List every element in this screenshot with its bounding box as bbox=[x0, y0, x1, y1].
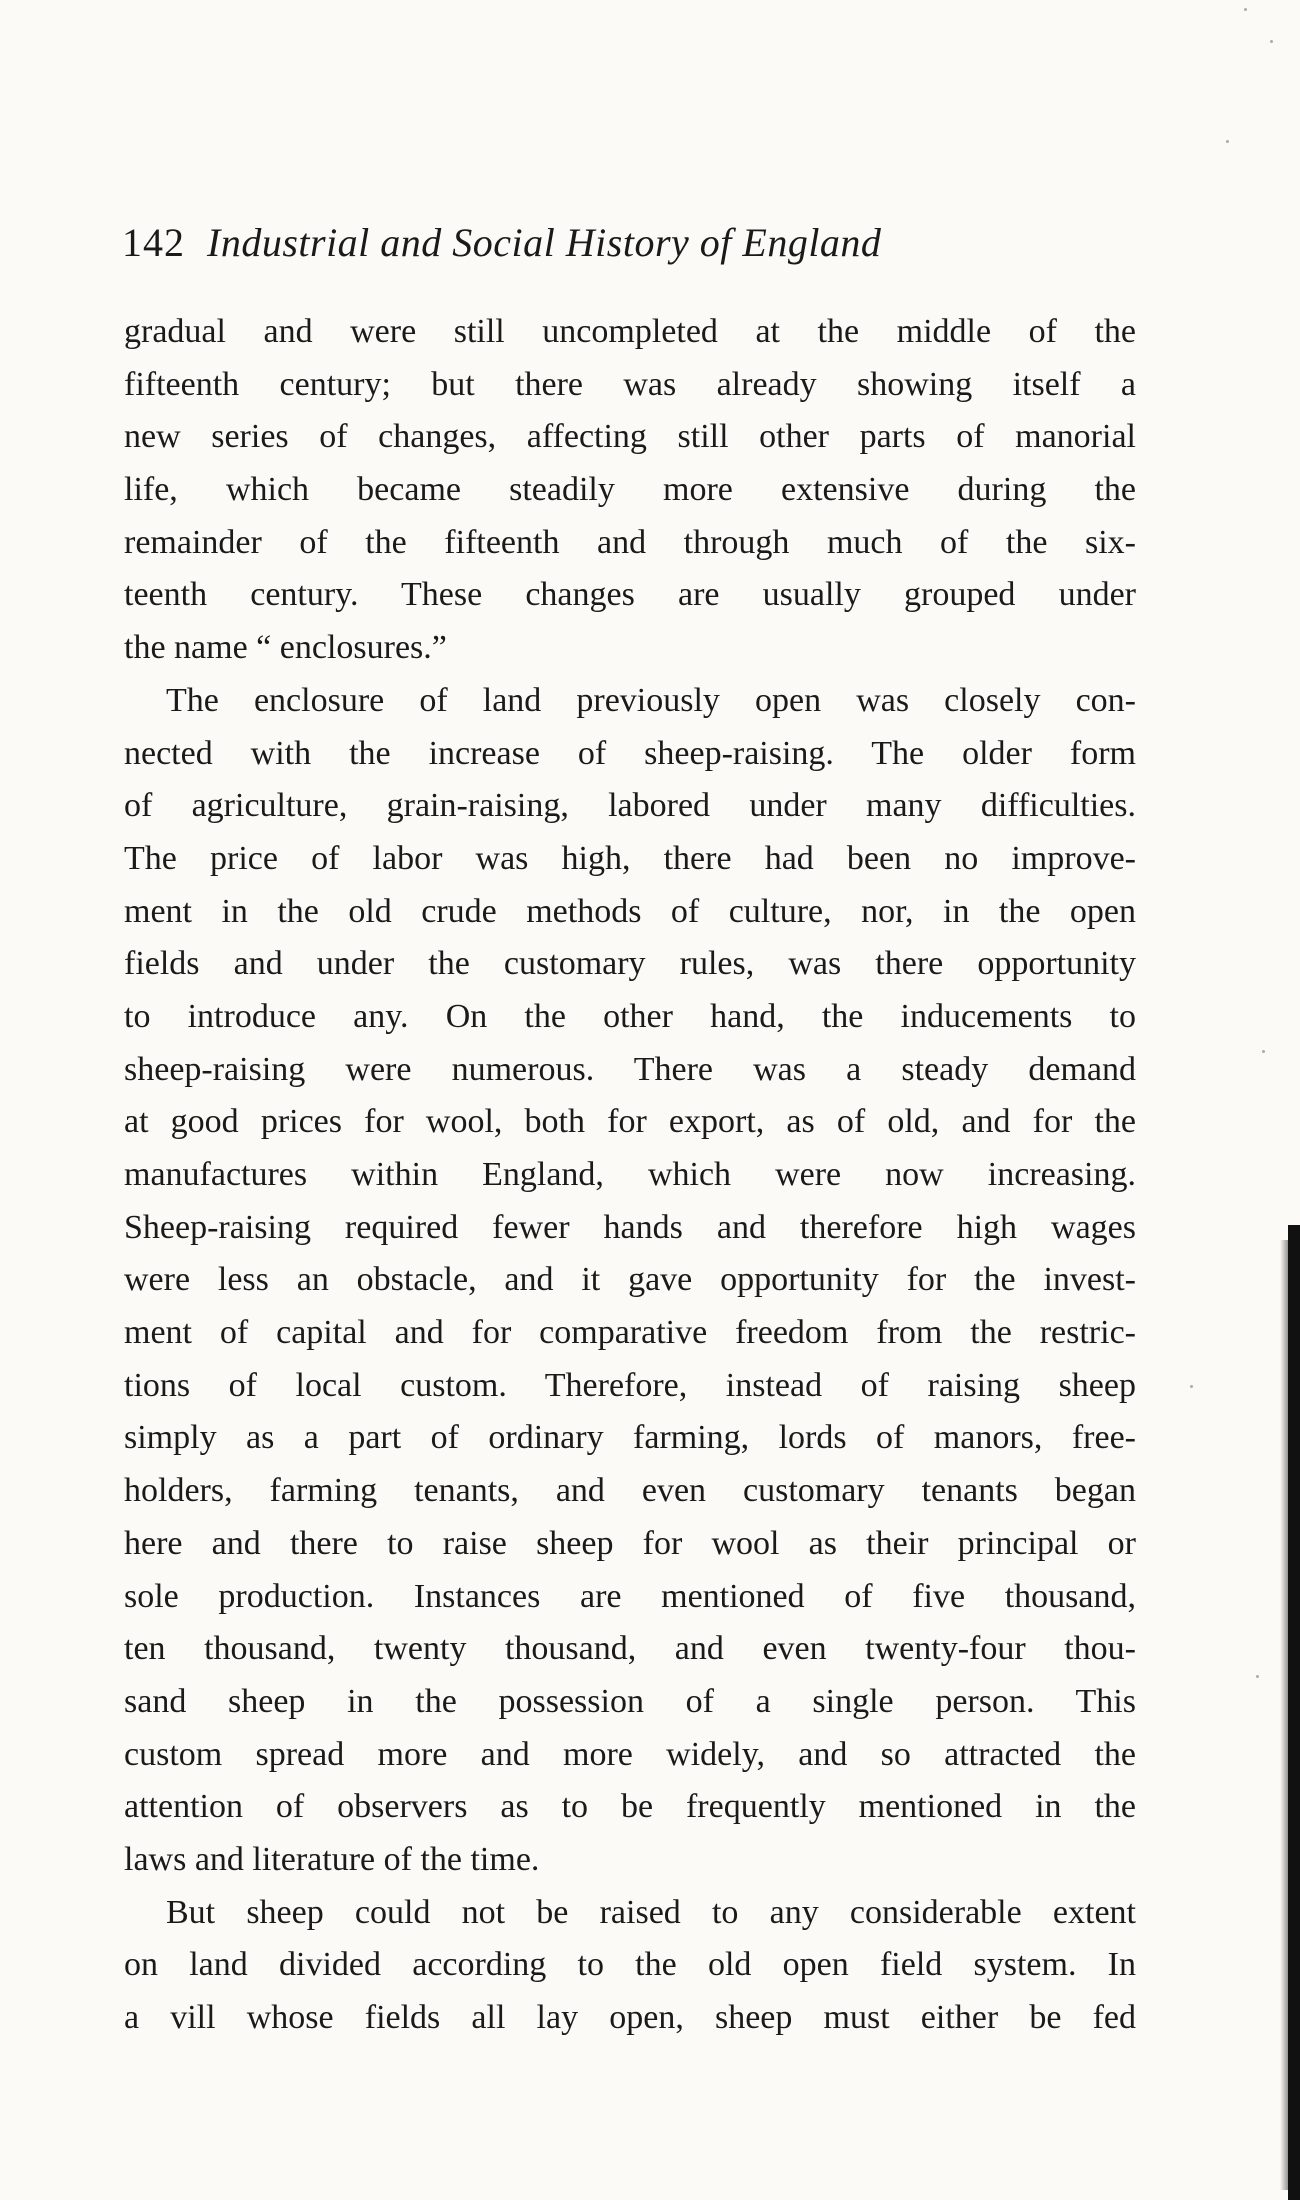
text-line: laws and literature of the time. bbox=[124, 1840, 540, 1878]
scan-edge-shadow bbox=[1288, 1225, 1300, 2200]
text-line: the name “ enclosures.” bbox=[124, 629, 447, 667]
text-line: sheep-raising were numerous. There was a steady demand bbox=[124, 1050, 1136, 1088]
text-line: gradual and were still uncompleted at the middle of the bbox=[124, 313, 1136, 350]
text-line: remainder of the fifteenth and through much of the six- bbox=[124, 523, 1136, 561]
text-line: manufactures within England, which were now increasing. bbox=[124, 1156, 1136, 1193]
text-line: of agriculture, grain-raising, labored under many difficulties. bbox=[124, 787, 1136, 825]
running-head bbox=[122, 218, 1062, 268]
text-line: simply as a part of ordinary farming, lords of manors, free- bbox=[124, 1419, 1136, 1457]
paragraph-2 bbox=[124, 675, 1136, 1887]
text-line: here and there to raise sheep for wool as their principal or bbox=[124, 1524, 1136, 1562]
text-line: ment of capital and for comparative freedom from the restric- bbox=[124, 1314, 1136, 1352]
page-number: 142 bbox=[122, 220, 185, 265]
text-line: sand sheep in the possession of a single person. This bbox=[124, 1682, 1136, 1720]
paper-speck bbox=[1226, 140, 1229, 143]
paragraph-3 bbox=[124, 1887, 1136, 2045]
text-line: life, which became steadily more extensive during the bbox=[124, 471, 1136, 509]
text-line: ment in the old crude methods of culture, nor, in the open bbox=[124, 892, 1136, 930]
text-line: custom spread more and more widely, and so attracted the bbox=[124, 1735, 1136, 1773]
text-line: ten thousand, twenty thousand, and even twenty-four thou- bbox=[124, 1630, 1136, 1668]
paragraph-1 bbox=[124, 306, 1136, 675]
text-line: sole production. Instances are mentioned of five thousand, bbox=[124, 1577, 1136, 1615]
body-text bbox=[124, 306, 1136, 2045]
text-line: Sheep-raising required fewer hands and therefore high wages bbox=[124, 1208, 1136, 1246]
text-line: holders, farming tenants, and even customary tenants began bbox=[124, 1472, 1136, 1510]
paper-speck bbox=[1190, 1385, 1193, 1388]
paper-speck bbox=[1270, 40, 1273, 43]
paper-speck bbox=[1262, 1050, 1265, 1053]
text-line: at good prices for wool, both for export, as of old, and for the bbox=[124, 1103, 1136, 1141]
text-line: attention of observers as to be frequently mentioned in the bbox=[124, 1788, 1136, 1826]
text-line: a vill whose fields all lay open, sheep must either be fed bbox=[124, 1999, 1136, 2036]
text-line: new series of changes, affecting still other parts of manorial bbox=[124, 418, 1136, 456]
text-line: But sheep could not be raised to any considerable extent bbox=[166, 1893, 1136, 1931]
text-line: The price of labor was high, there had been no improve- bbox=[124, 839, 1136, 877]
text-line: fifteenth century; but there was already showing itself a bbox=[124, 365, 1136, 403]
text-line: to introduce any. On the other hand, the inducements to bbox=[124, 997, 1136, 1035]
running-title: Industrial and Social History of England bbox=[207, 220, 882, 265]
text-line: nected with the increase of sheep-raising. The older form bbox=[124, 734, 1136, 772]
text-line: on land divided according to the old open field system. In bbox=[124, 1946, 1136, 1984]
text-line: were less an obstacle, and it gave opportunity for the invest- bbox=[124, 1261, 1136, 1299]
text-line: The enclosure of land previously open was closely con- bbox=[166, 681, 1136, 719]
paper-speck bbox=[1256, 1675, 1259, 1678]
text-line: fields and under the customary rules, was there opportunity bbox=[124, 945, 1136, 983]
paper-speck bbox=[1244, 8, 1247, 11]
text-line: tions of local custom. Therefore, instead of raising sheep bbox=[124, 1366, 1136, 1404]
text-line: teenth century. These changes are usually grouped under bbox=[124, 576, 1136, 614]
